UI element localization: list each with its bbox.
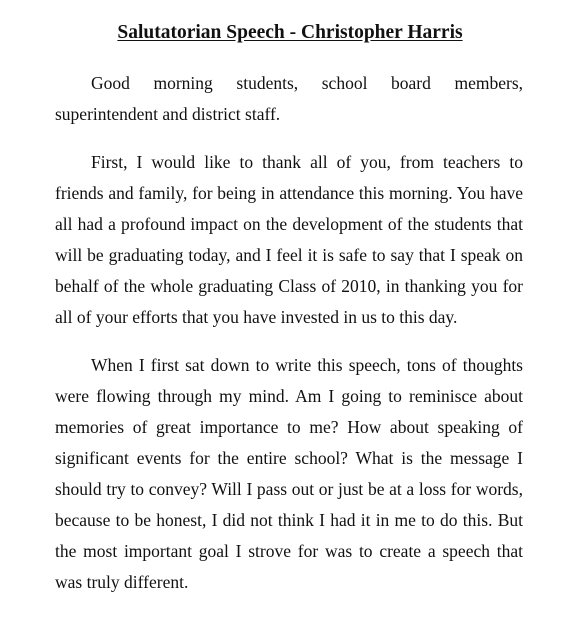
paragraph-greeting: Good morning students, school board members, superintendent and district staff. — [55, 73, 523, 124]
paragraph-reflection: When I first sat down to write this speech, tons of thoughts were flowing through my mind. Am I going to reminisce about memories of great importance to me? How about speaking of significant events for the entire school? What is the message I should try to convey? Will I pass out or just be at a loss for words, because to be honest, I did not think I had it in me to do this. But the most important goal I strove for was to create a speech that was truly different. — [55, 355, 523, 592]
document-body — [55, 68, 523, 615]
paragraph-thanks: First, I would like to thank all of you, from teachers to friends and family, for being in attendance this morning. You have all had a profound impact on the development of the students that will be graduating today, and I feel it is safe to say that I speak on behalf of the whole graduating Class of 2010, in thanking you for all of your efforts that you have invested in us to this day. — [55, 152, 523, 327]
document-title: Salutatorian Speech - Christopher Harris — [117, 22, 463, 43]
